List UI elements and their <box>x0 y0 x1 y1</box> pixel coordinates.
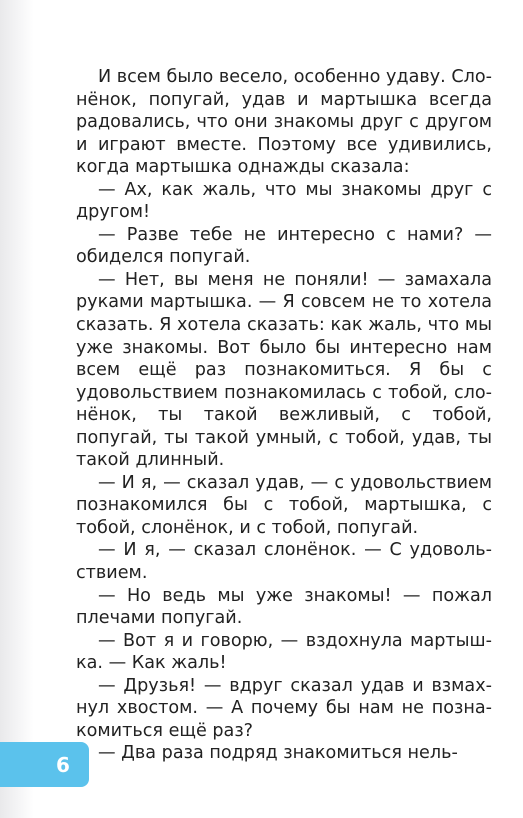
paragraph-8: — Вот я и говорю, — вздохнула мартышка. — Как жаль! <box>76 630 492 674</box>
paragraph-7: — Но ведь мы уже знакомы! — пожал плечами попугай. <box>76 585 492 629</box>
paragraph-5: — И я, — сказал удав, — с удовольствием познакомился бы с тобой, мартышка, с тобой, слонёнок, и с тобой, попугай. <box>76 472 492 538</box>
page-gutter-shade <box>0 0 34 818</box>
page-number: 6 <box>56 753 70 777</box>
paragraph-4: — Нет, вы меня не поняли! — замахала руками мартышка. — Я совсем не то хотела сказать. Я хотела сказать: как жаль, что мы уже знакомы. Вот было бы интересно нам всем ещё раз познакомиться. Я бы с удовольствием познакомилась с тобой, слонёнок, ты такой вежливый, с тобой, попугай, ты такой умный, с тобой, удав, ты такой длинный. <box>76 269 492 471</box>
paragraph-9: — Друзья! — вдруг сказал удав и взмахнул хвостом. — А почему бы нам не познакомиться ещё раз? <box>76 675 492 741</box>
paragraph-6: — И я, — сказал слонёнок. — С удовольствием. <box>76 540 492 584</box>
paragraph-3: — Разве тебе не интересно с нами? — обиделся попугай. <box>76 224 492 268</box>
paragraph-2: — Ах, как жаль, что мы знакомы друг с другом! <box>76 179 492 223</box>
story-text <box>76 66 492 765</box>
paragraph-1: И всем было весело, особенно удаву. Слонёнок, попугай, удав и мартышка всегда радовались, что они знакомы друг с другом и играют вместе. Поэтому все удивились, когда мартышка однажды сказала: <box>76 67 492 178</box>
paragraph-10: — Два раза подряд знакомиться нель- <box>98 743 458 764</box>
